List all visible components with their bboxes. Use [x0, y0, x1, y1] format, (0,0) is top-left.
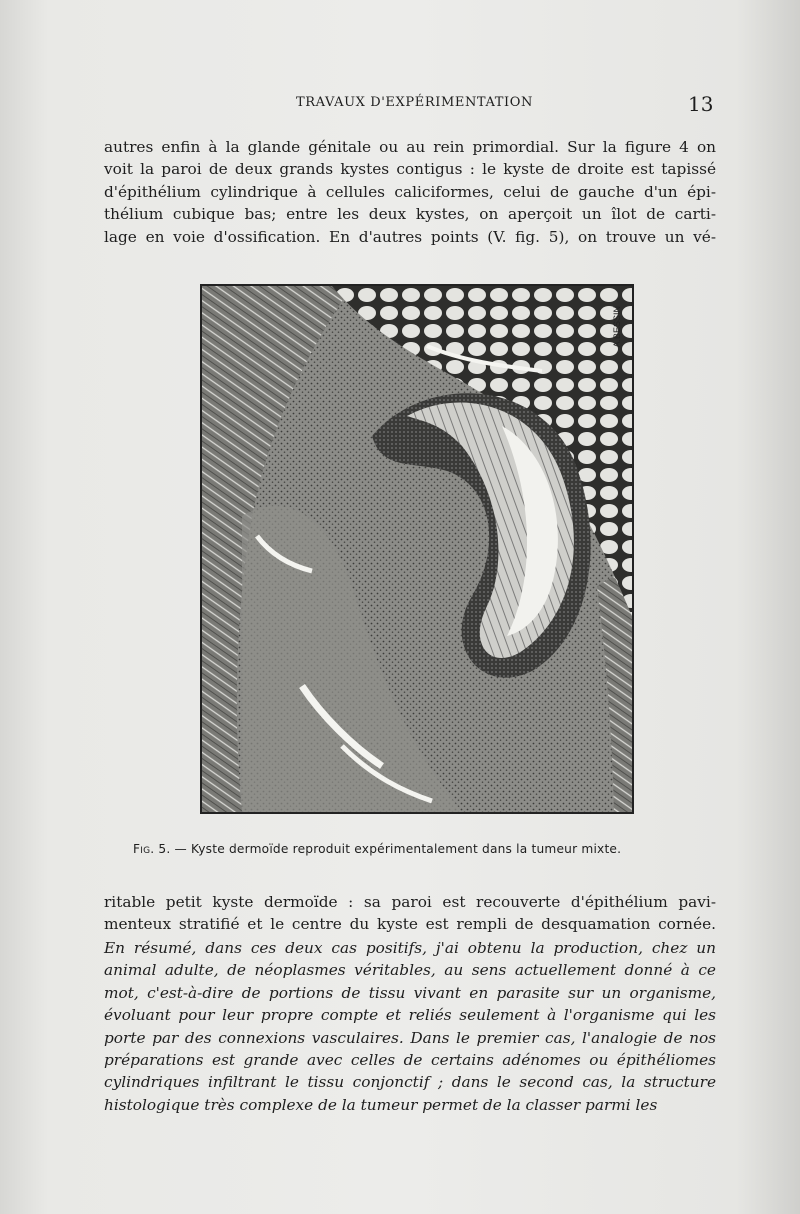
text-line: lage en voie d'ossification. En d'autres points (V. fig. 5), on trouve un vé- [104, 227, 716, 246]
figure-histology-illustration [200, 284, 634, 814]
text-line: porte par des connexions vasculaires. Dans le premier cas, l'analogie de nos [104, 1028, 716, 1047]
text-line: animal adulte, de néoplasmes véritables, au sens actuellement donné à ce [104, 961, 716, 980]
paragraph-dermoid [104, 891, 716, 936]
text-line: histologique très complexe de la tumeur permet de la classer parmi les [104, 1095, 658, 1114]
text-line: menteux stratifié et le centre du kyste est rempli de desquamation cornée. [104, 915, 716, 934]
text-line: évoluant pour leur propre compte et reliés seulement à l'organisme qui les [104, 1006, 716, 1025]
text-line: mot, c'est-à-dire de portions de tissu vivant en parasite sur un organisme, [104, 983, 716, 1002]
paragraph-summary [104, 937, 716, 1116]
text-line: ritable petit kyste dermoïde : sa paroi est recouverte d'épithélium pavi- [104, 893, 716, 911]
histology-drawing [202, 286, 632, 812]
paragraph-intro [104, 136, 716, 248]
text-line: En résumé, dans ces deux cas positifs, j'ai obtenu la production, chez un [104, 939, 716, 957]
text-line: voit la paroi de deux grands kystes contigus : le kyste de droite est tapissé [104, 160, 716, 179]
text-line: autres enfin à la glande génitale ou au rein primordial. Sur la figure 4 on [104, 138, 716, 156]
text-line: d'épithélium cylindrique à cellules caliciformes, celui de gauche d'un épi- [104, 182, 716, 201]
illustrator-signature: A.BESSIN [612, 306, 622, 348]
running-head: TRAVAUX D'EXPÉRIMENTATION [296, 95, 533, 110]
figure-caption-text: — Kyste dermoïde reproduit expérimentalement dans la tumeur mixte. [170, 842, 622, 856]
text-line: préparations est grande avec celles de certains adénomes ou épithéliomes [104, 1051, 716, 1070]
figure-caption [133, 842, 621, 856]
text-line: thélium cubique bas; entre les deux kystes, on aperçoit un îlot de carti- [104, 205, 716, 224]
page-number: 13 [688, 92, 714, 116]
text-line: cylindriques infiltrant le tissu conjonctif ; dans le second cas, la structure [104, 1073, 716, 1092]
figure-caption-label: Fig. 5. [133, 842, 171, 856]
